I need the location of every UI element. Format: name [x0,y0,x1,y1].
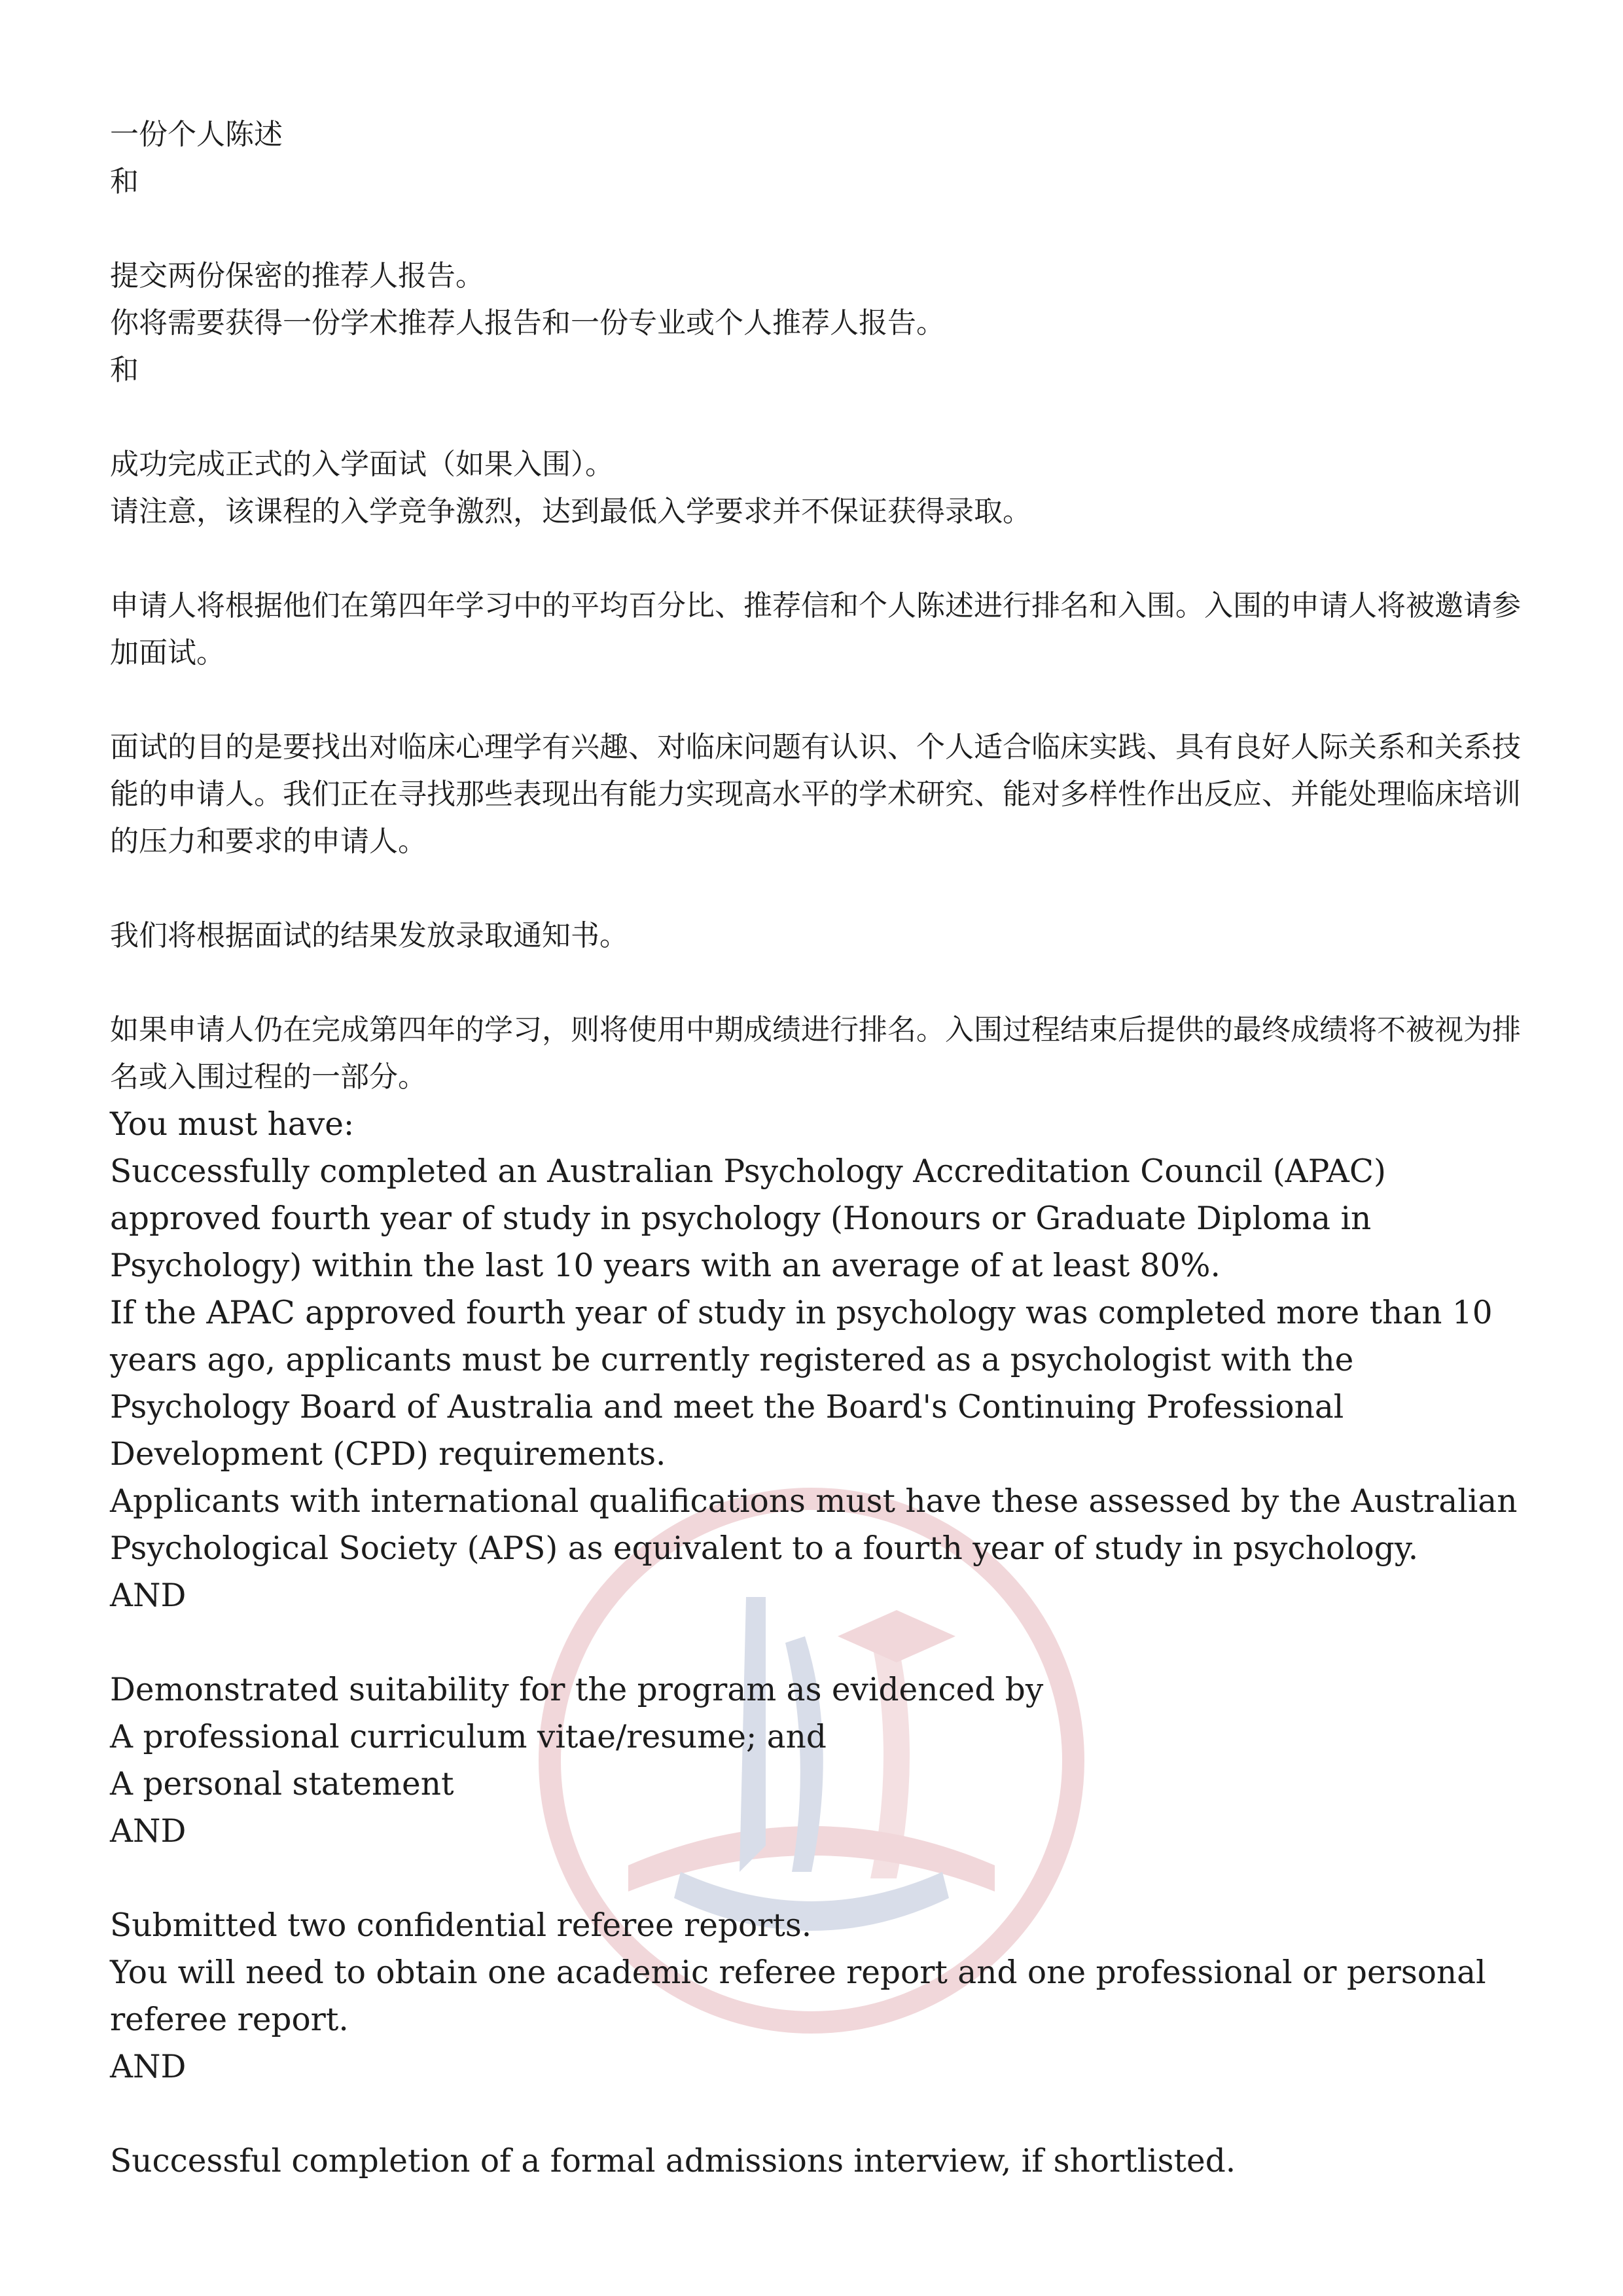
blank-line [110,1619,1537,1666]
zh-referee-submit: 提交两份保密的推荐人报告。 [110,259,484,293]
zh-interview-purpose-paragraph: 面试的目的是要找出对临床心理学有兴趣、对临床问题有认识、个人适合临床实践、具有良好人际关系和关系技能的申请人。我们正在寻找那些表现出有能力实现高水平的学术研究、能对多样性作出反应、并能处理临床培训的压力和要求的申请人。 [110,730,1521,858]
blank-line [110,1855,1537,1902]
en-apac-completed: Successfully completed an Australian Psychology Accreditation Council (APAC) approved fourth year of study in psychology (Honours or Graduate Diploma in Psychology) within the last 10 years with an average of at least 80%. [110,1153,1386,1284]
zh-offers: 我们将根据面试的结果发放录取通知书。 [110,919,628,952]
blank-line [110,865,1537,912]
zh-and-separator: 和 [110,165,139,198]
english-section [110,1101,1537,2185]
zh-referee-detail: 你将需要获得一份学术推荐人报告和一份专业或个人推荐人报告。 [110,306,945,340]
blank-line [110,960,1537,1007]
en-suitability: Demonstrated suitability for the program as evidenced by [110,1672,1044,1708]
blank-line [110,394,1537,441]
zh-ranking-paragraph: 申请人将根据他们在第四年学习中的平均百分比、推荐信和个人陈述进行排名和入围。入围的申请人将被邀请参加面试。 [110,589,1521,670]
en-older-than-10-years: If the APAC approved fourth year of study in psychology was completed more than 10 years ago, applicants must be currently registered as a psychologist with the Psychology Board of Australia and meet the Board's Continuing Professional Development (CPD) requirements. [110,1295,1493,1473]
zh-and-separator: 和 [110,353,139,387]
blank-line [110,2090,1537,2138]
zh-competitive-note: 请注意，该课程的入学竞争激烈，达到最低入学要求并不保证获得录取。 [110,495,1031,528]
en-cv: A professional curriculum vitae/resume; and [110,1719,827,1755]
en-personal-statement: A personal statement [110,1766,454,1803]
chinese-section [110,111,1537,1101]
blank-line [110,677,1537,724]
en-and-separator: AND [110,1813,187,1850]
blank-line [110,535,1537,583]
en-referee-detail: You will need to obtain one academic referee report and one professional or personal referee report. [110,1954,1486,2038]
en-interview: Successful completion of a formal admissions interview, if shortlisted. [110,2143,1236,2179]
zh-interview: 成功完成正式的入学面试（如果入围）。 [110,448,614,481]
zh-mid-year-paragraph: 如果申请人仍在完成第四年的学习，则将使用中期成绩进行排名。入围过程结束后提供的最终成绩将不被视为排名或入围过程的一部分。 [110,1013,1521,1094]
zh-personal-statement: 一份个人陈述 [110,118,283,151]
en-and-separator: AND [110,2049,187,2085]
en-international-qualifications: Applicants with international qualifications must have these assessed by the Australian Psychological Society (APS) as equivalent to a fourth year of study in psychology. [110,1483,1518,1567]
en-must-have: You must have: [110,1106,355,1143]
document-body [110,111,1537,2185]
blank-line [110,206,1537,253]
en-referee-submit: Submitted two confidential referee reports. [110,1907,812,1944]
en-and-separator: AND [110,1577,187,1614]
